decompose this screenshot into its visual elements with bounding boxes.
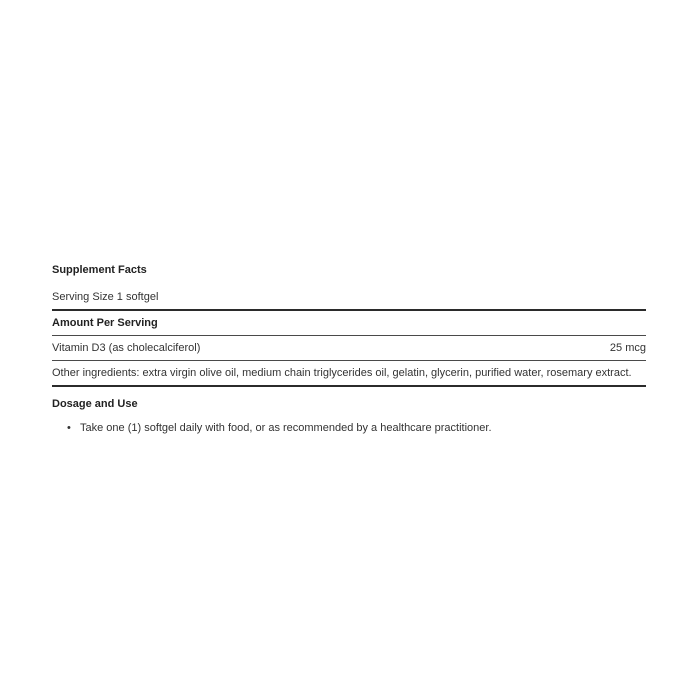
supplement-facts-panel [52,262,646,435]
other-ingredients: Other ingredients: extra virgin olive oil, medium chain triglycerides oil, gelatin, glycerin, purified water, rosemary extract. [52,361,646,387]
nutrient-row [52,336,646,361]
nutrient-name: Vitamin D3 (as cholecalciferol) [52,342,201,354]
amount-per-serving-header: Amount Per Serving [52,311,646,336]
dosage-list-item [67,421,646,435]
bullet-icon: • [67,422,71,434]
dosage-item-text: Take one (1) softgel daily with food, or as recommended by a healthcare practitioner. [80,422,492,434]
dosage-list [52,421,646,435]
serving-size: Serving Size 1 softgel [52,290,646,311]
supplement-facts-title: Supplement Facts [52,264,147,276]
dosage-title: Dosage and Use [52,398,138,410]
nutrient-amount: 25 mcg [609,342,646,354]
